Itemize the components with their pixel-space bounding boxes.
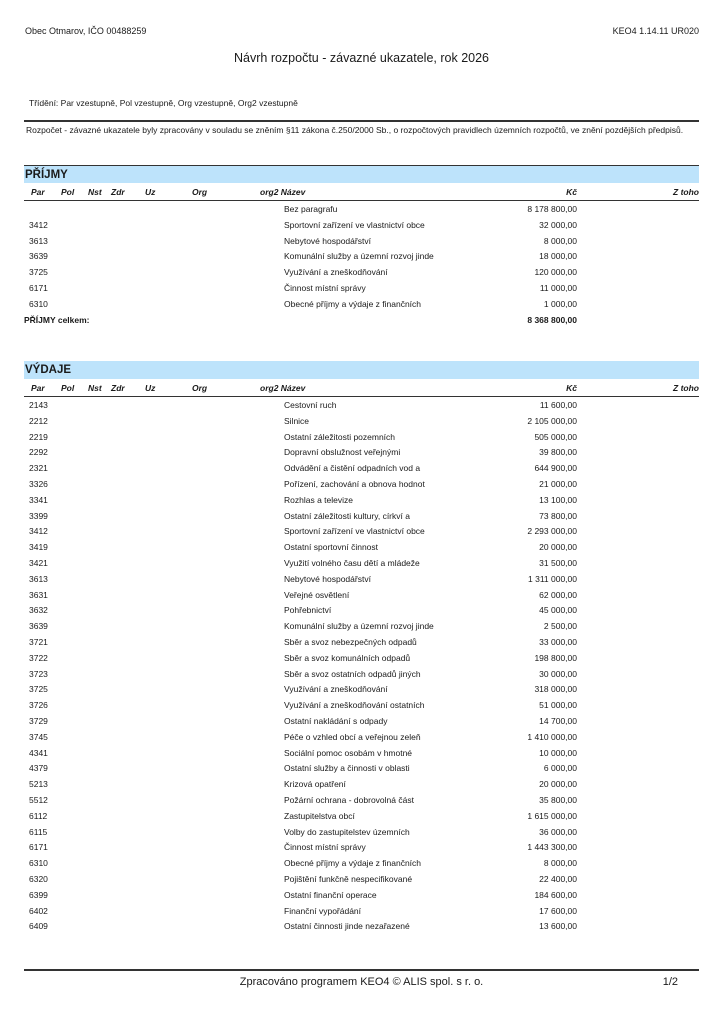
- cell-kc: 120 000,00: [534, 267, 577, 278]
- cell-par: 6310: [29, 858, 48, 869]
- col-par: Par: [31, 383, 45, 393]
- table-row: [24, 248, 699, 264]
- col-kc: Kč: [566, 383, 577, 393]
- table-row: [24, 713, 699, 729]
- cell-par: 3412: [29, 219, 48, 230]
- cell-par: 3419: [29, 542, 48, 553]
- cell-kc: 36 000,00: [539, 826, 577, 837]
- cell-kc: 8 000,00: [543, 235, 577, 246]
- table-row: [24, 697, 699, 713]
- table-row: [24, 587, 699, 603]
- cell-name: Nebytové hospodářství: [284, 235, 371, 246]
- cell-par: 2292: [29, 447, 48, 458]
- cell-kc: 1 410 000,00: [527, 731, 577, 742]
- table-row: [24, 903, 699, 919]
- table-row: [24, 539, 699, 555]
- cell-par: 6320: [29, 873, 48, 884]
- cell-par: 5213: [29, 779, 48, 790]
- cell-par: 5512: [29, 794, 48, 805]
- col-org2-nazev: org2 Název: [260, 383, 306, 393]
- col-ztoho: Z toho: [673, 383, 699, 393]
- cell-name: Sběr a svoz nebezpečných odpadů: [284, 636, 417, 647]
- table-row: [24, 201, 699, 217]
- cell-name: Ostatní záležitosti pozemních: [284, 431, 396, 442]
- cell-name: Pořízení, zachování a obnova hodnot: [284, 478, 425, 489]
- cell-kc: 2 105 000,00: [527, 415, 577, 426]
- cell-kc: 11 000,00: [539, 282, 577, 293]
- cell-name: Dopravní obslužnost veřejnými: [284, 447, 401, 458]
- cell-kc: 13 100,00: [539, 494, 577, 505]
- cell-name: Využívání a zneškodňování: [284, 267, 388, 278]
- cell-name: Cestovní ruch: [284, 400, 337, 410]
- cell-par: 3632: [29, 605, 48, 616]
- cell-name: Využití volného času dětí a mládeže: [284, 557, 420, 568]
- table-row: [24, 571, 699, 587]
- table-row: [24, 476, 699, 492]
- table-row: [24, 760, 699, 776]
- table-row: [24, 681, 699, 697]
- cell-name: Ostatní sportovní činnost: [284, 542, 379, 553]
- total-amount: 8 368 800,00: [527, 314, 577, 325]
- cell-kc: 644 900,00: [534, 463, 577, 474]
- cell-name: Obecné příjmy a výdaje z finančních: [284, 858, 422, 869]
- cell-kc: 14 700,00: [539, 715, 577, 726]
- cell-kc: 51 000,00: [539, 700, 577, 711]
- table-row: [24, 280, 699, 296]
- table-row: [24, 871, 699, 887]
- table-row: [24, 233, 699, 249]
- cell-par: 6115: [29, 826, 48, 837]
- table-row: [24, 555, 699, 571]
- cell-name: Požární ochrana - dobrovolná část: [284, 794, 414, 805]
- cell-name: Bez paragrafu: [284, 204, 338, 214]
- cell-name: Obecné příjmy a výdaje z finančních: [284, 298, 422, 309]
- col-zdr: Zdr: [111, 187, 125, 197]
- cell-name: Ostatní záležitosti kultury, církví a: [284, 510, 410, 521]
- cell-kc: 73 800,00: [539, 510, 577, 521]
- cell-par: 3725: [29, 684, 48, 695]
- total-row: [24, 312, 699, 328]
- total-label: PŘÍJMY celkem:: [24, 314, 90, 325]
- cell-name: Silnice: [284, 415, 310, 426]
- cell-kc: 32 000,00: [539, 219, 577, 230]
- cell-name: Sociální pomoc osobám v hmotné: [284, 747, 413, 758]
- cell-par: 3341: [29, 494, 48, 505]
- table-row: [24, 264, 699, 280]
- section-title: PŘÍJMY: [24, 165, 699, 183]
- rows-vydaje: [24, 397, 699, 934]
- cell-kc: 10 000,00: [539, 747, 577, 758]
- table-row: [24, 429, 699, 445]
- table-row: [24, 460, 699, 476]
- cell-kc: 1 443 300,00: [527, 842, 577, 853]
- cell-name: Sportovní zařízení ve vlastnictví obce: [284, 219, 425, 230]
- table-row: [24, 413, 699, 429]
- col-uz: Uz: [145, 187, 156, 197]
- col-pol: Pol: [61, 383, 75, 393]
- cell-par: 6112: [29, 810, 48, 821]
- col-org: Org: [192, 383, 208, 393]
- cell-kc: 20 000,00: [539, 779, 577, 790]
- col-par: Par: [31, 187, 45, 197]
- cell-name: Ostatní služby a činnosti v oblasti: [284, 763, 410, 774]
- cell-name: Sběr a svoz komunálních odpadů: [284, 652, 411, 663]
- document-title: Návrh rozpočtu - závazné ukazatele, rok 2026: [234, 51, 489, 65]
- table-row: [24, 792, 699, 808]
- col-org: Org: [192, 187, 208, 197]
- cell-par: 6409: [29, 921, 48, 932]
- cell-kc: 1 311 000,00: [528, 573, 577, 584]
- cell-par: 3613: [29, 573, 48, 584]
- cell-name: Činnost místní správy: [284, 842, 366, 853]
- cell-par: 2212: [29, 415, 48, 426]
- table-row: [24, 918, 699, 934]
- cell-kc: 2 500,00: [543, 621, 577, 632]
- cell-name: Ostatní finanční operace: [284, 889, 377, 900]
- cell-name: Zastupitelstva obcí: [284, 810, 355, 821]
- cell-name: Odvádění a čistění odpadních vod a: [284, 463, 421, 474]
- cell-par: 6171: [29, 842, 48, 853]
- section-prijmy: [24, 165, 699, 328]
- sorting-info: Třídění: Par vzestupně, Pol vzestupně, Org vzestupně, Org2 vzestupně: [29, 98, 298, 108]
- cell-par: 2321: [29, 463, 48, 474]
- cell-name: Pojištění funkčně nespecifikované: [284, 873, 413, 884]
- table-row: [24, 634, 699, 650]
- table-row: [24, 650, 699, 666]
- cell-kc: 45 000,00: [539, 605, 577, 616]
- table-row: [24, 602, 699, 618]
- cell-par: 6399: [29, 889, 48, 900]
- cell-kc: 17 600,00: [539, 905, 577, 916]
- table-row: [24, 839, 699, 855]
- col-zdr: Zdr: [111, 383, 125, 393]
- table-row: [24, 729, 699, 745]
- page-number: 1/2: [662, 976, 678, 988]
- cell-par: 3745: [29, 731, 48, 742]
- cell-name: Komunální služby a územní rozvoj jinde: [284, 251, 434, 262]
- cell-kc: 11 600,00: [539, 400, 577, 410]
- cell-name: Využívání a zneškodňování: [284, 684, 388, 695]
- cell-kc: 13 600,00: [539, 921, 577, 932]
- cell-par: 3639: [29, 621, 48, 632]
- cell-kc: 505 000,00: [534, 431, 577, 442]
- cell-kc: 39 800,00: [539, 447, 577, 458]
- column-header: [24, 379, 699, 397]
- col-ztoho: Z toho: [673, 187, 699, 197]
- cell-kc: 35 800,00: [539, 794, 577, 805]
- table-row: [24, 296, 699, 312]
- table-row: [24, 887, 699, 903]
- cell-kc: 184 600,00: [534, 889, 577, 900]
- cell-par: 3639: [29, 251, 48, 262]
- cell-par: 3613: [29, 235, 48, 246]
- footer-text: Zpracováno programem KEO4 © ALIS spol. s r. o.: [239, 976, 484, 988]
- table-row: [24, 444, 699, 460]
- table-row: [24, 217, 699, 233]
- cell-par: 3723: [29, 668, 48, 679]
- cell-kc: 1 615 000,00: [527, 810, 577, 821]
- cell-kc: 8 000,00: [543, 858, 577, 869]
- cell-kc: 31 500,00: [539, 557, 577, 568]
- col-uz: Uz: [145, 383, 156, 393]
- cell-kc: 62 000,00: [539, 589, 577, 600]
- cell-kc: 22 400,00: [539, 873, 577, 884]
- cell-par: 3726: [29, 700, 48, 711]
- table-row: [24, 745, 699, 761]
- table-row: [24, 855, 699, 871]
- cell-par: 4341: [29, 747, 48, 758]
- cell-par: 6310: [29, 298, 48, 309]
- footer-divider: [24, 969, 699, 971]
- col-org2-nazev: org2 Název: [260, 187, 306, 197]
- cell-kc: 2 293 000,00: [527, 526, 577, 537]
- cell-name: Sportovní zařízení ve vlastnictví obce: [284, 526, 425, 537]
- table-row: [24, 492, 699, 508]
- cell-par: 6402: [29, 905, 48, 916]
- table-row: [24, 808, 699, 824]
- cell-par: 3729: [29, 715, 48, 726]
- cell-par: 3326: [29, 478, 48, 489]
- table-row: [24, 824, 699, 840]
- table-row: [24, 666, 699, 682]
- cell-kc: 18 000,00: [539, 251, 577, 262]
- cell-kc: 21 000,00: [539, 478, 577, 489]
- cell-name: Veřejné osvětlení: [284, 589, 350, 600]
- cell-par: 6171: [29, 282, 48, 293]
- cell-par: 3721: [29, 636, 48, 647]
- table-row: [24, 508, 699, 524]
- cell-kc: 1 000,00: [543, 298, 577, 309]
- cell-kc: 20 000,00: [539, 542, 577, 553]
- col-kc: Kč: [566, 187, 577, 197]
- cell-par: 3399: [29, 510, 48, 521]
- cell-name: Využívání a zneškodňování ostatních: [284, 700, 425, 711]
- cell-name: Péče o vzhled obcí a veřejnou zeleň: [284, 731, 421, 742]
- col-pol: Pol: [61, 187, 75, 197]
- organization-name: Obec Otmarov, IČO 00488259: [25, 26, 147, 36]
- cell-kc: 318 000,00: [534, 684, 577, 695]
- col-nst: Nst: [88, 383, 102, 393]
- cell-name: Činnost místní správy: [284, 282, 366, 293]
- cell-par: 4379: [29, 763, 48, 774]
- cell-kc: 30 000,00: [539, 668, 577, 679]
- cell-name: Nebytové hospodářství: [284, 573, 371, 584]
- table-row: [24, 618, 699, 634]
- cell-par: 3631: [29, 589, 48, 600]
- table-row: [24, 397, 699, 413]
- cell-par: 3421: [29, 557, 48, 568]
- cell-name: Volby do zastupitelstev územních: [284, 826, 410, 837]
- cell-par: 2219: [29, 431, 48, 442]
- section-title: VÝDAJE: [24, 361, 699, 379]
- cell-kc: 33 000,00: [539, 636, 577, 647]
- cell-name: Ostatní nakládání s odpady: [284, 715, 388, 726]
- cell-name: Rozhlas a televize: [284, 494, 353, 505]
- cell-par: 3725: [29, 267, 48, 278]
- cell-kc: 6 000,00: [543, 763, 577, 774]
- cell-kc: 8 178 800,00: [527, 204, 577, 214]
- divider: [24, 120, 699, 122]
- table-row: [24, 776, 699, 792]
- program-version: KEO4 1.14.11 UR020: [612, 26, 699, 36]
- cell-name: Krizová opatření: [284, 779, 346, 790]
- col-nst: Nst: [88, 187, 102, 197]
- cell-name: Pohřebnictví: [284, 605, 332, 616]
- section-vydaje: [24, 361, 699, 934]
- legal-note: Rozpočet - závazné ukazatele byly zpracovány v souladu se zněním §11 zákona č.250/2000 Sb., o rozpočtových pravidlech územních rozpočtů, ve znění pozdějších předpisů.: [26, 125, 684, 135]
- column-header: [24, 183, 699, 201]
- table-row: [24, 523, 699, 539]
- rows-prijmy: [24, 201, 699, 312]
- cell-par: 2143: [29, 400, 48, 410]
- cell-name: Komunální služby a územní rozvoj jinde: [284, 621, 434, 632]
- cell-kc: 198 800,00: [534, 652, 577, 663]
- cell-par: 3412: [29, 526, 48, 537]
- cell-par: 3722: [29, 652, 48, 663]
- cell-name: Finanční vypořádání: [284, 905, 362, 916]
- cell-name: Sběr a svoz ostatních odpadů jiných: [284, 668, 421, 679]
- cell-name: Ostatní činnosti jinde nezařazené: [284, 921, 410, 932]
